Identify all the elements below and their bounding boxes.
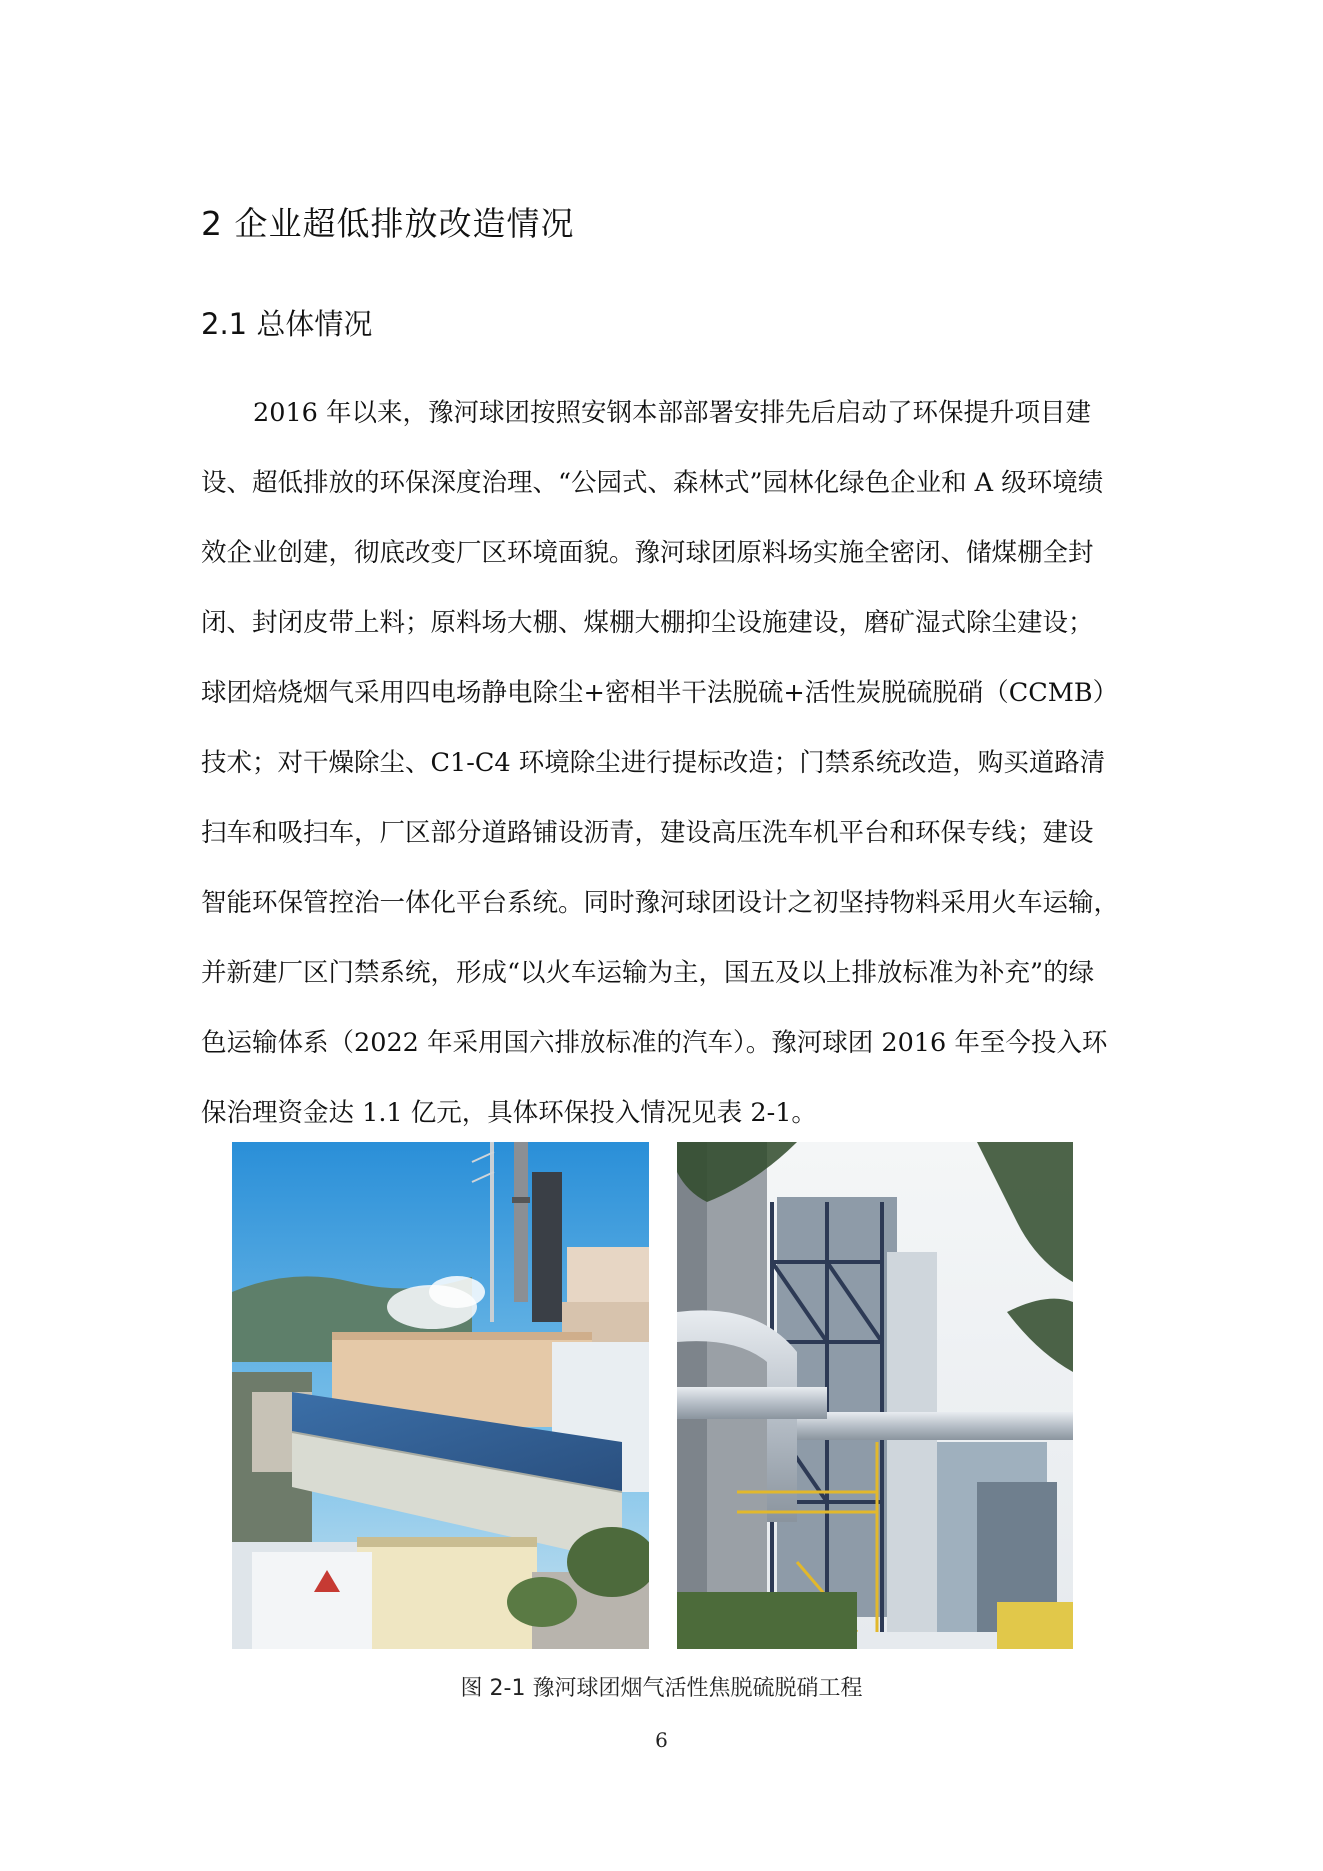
paragraph-line: 并新建厂区门禁系统，形成“以火车运输为主，国五及以上排放标准为补充”的绿 — [201, 958, 1095, 988]
desulfurization-facility-photo — [677, 1142, 1073, 1649]
paragraph-line: 色运输体系（2022 年采用国六排放标准的汽车）。豫河球团 2016 年至今投入环 — [201, 1028, 1108, 1058]
paragraph-line: 球团焙烧烟气采用四电场静电除尘+密相半干法脱硫+活性炭脱硫脱硝（CCMB） — [201, 678, 1119, 708]
paragraph-line: 闭、封闭皮带上料；原料场大棚、煤棚大棚抑尘设施建设，磨矿湿式除尘建设； — [201, 608, 1094, 638]
paragraph-line: 扫车和吸扫车，厂区部分道路铺设沥青，建设高压洗车机平台和环保专线；建设 — [201, 818, 1094, 848]
page-number: 6 — [655, 1728, 668, 1752]
plant-aerial-illustration — [232, 1142, 649, 1649]
paragraph-line: 智能环保管控治一体化平台系统。同时豫河球团设计之初坚持物料采用火车运输， — [201, 888, 1120, 918]
plant-aerial-photo — [232, 1142, 649, 1649]
paragraph-line: 效企业创建，彻底改变厂区环境面貌。豫河球团原料场实施全密闭、储煤棚全封 — [201, 538, 1094, 568]
section-heading: 2 企业超低排放改造情况 — [201, 204, 575, 243]
paragraph-line: 2016 年以来，豫河球团按照安钢本部部署安排先后启动了环保提升项目建 — [253, 398, 1092, 428]
subsection-heading: 2.1 总体情况 — [201, 307, 373, 341]
body-paragraph — [201, 378, 1135, 1148]
paragraph-line: 设、超低排放的环保深度治理、“公园式、森林式”园林化绿色企业和 A 级环境绩 — [201, 468, 1104, 498]
desulfurization-facility-illustration — [677, 1142, 1073, 1649]
paragraph-line: 保治理资金达 1.1 亿元，具体环保投入情况见表 2-1。 — [201, 1098, 817, 1128]
figure-caption: 图 2-1 豫河球团烟气活性焦脱硫脱硝工程 — [460, 1676, 863, 1701]
paragraph-line: 技术；对干燥除尘、C1-C4 环境除尘进行提标改造；门禁系统改造，购买道路清 — [201, 748, 1106, 778]
